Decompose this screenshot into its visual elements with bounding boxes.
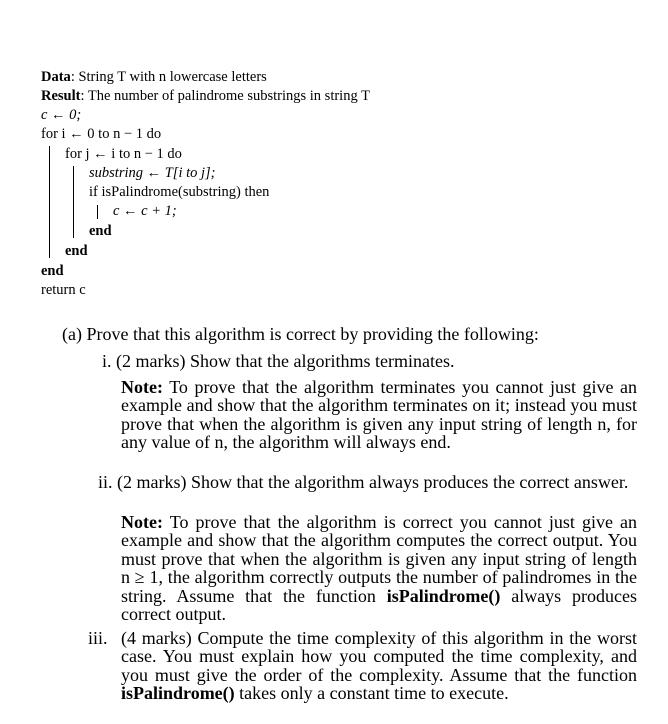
part-i-line xyxy=(102,352,454,370)
part-i-marks: (2 marks) xyxy=(116,351,186,371)
part-iii-body xyxy=(121,629,637,703)
part-ii-note xyxy=(121,513,637,623)
part-ii-note-text-2: always produces correct output. xyxy=(121,585,638,625)
part-i-note-label: Note: xyxy=(121,377,163,397)
part-i-label: i. xyxy=(102,351,112,371)
algo-result-line: Result: The number of palindrome substrings in string T xyxy=(41,88,370,104)
algo-increment-line: c ← c + 1; xyxy=(113,203,177,219)
algo-end-if: end xyxy=(89,223,112,239)
part-i-text: Show that the algorithms terminates. xyxy=(190,351,455,371)
part-iii-label: iii. xyxy=(88,628,108,648)
question-a-text: Prove that this algorithm is correct by providing the following: xyxy=(86,324,539,344)
part-ii-label: ii. xyxy=(98,472,113,492)
part-ii-note-fn: isPalindrome() xyxy=(386,585,501,606)
algo-end-for-j: end xyxy=(65,243,88,259)
algo-init-line: c ← 0; xyxy=(41,107,82,123)
part-iii-text-2: takes only a constant time to execute. xyxy=(239,683,509,704)
part-ii-note-label: Note: xyxy=(121,512,163,532)
part-ii-line xyxy=(98,473,637,491)
part-iii-label-wrap xyxy=(88,629,108,647)
algo-if-line: if isPalindrome(substring) then xyxy=(89,184,270,200)
data-text: String T with n lowercase letters xyxy=(78,69,267,85)
part-i-note xyxy=(121,378,637,452)
question-a-line xyxy=(62,325,539,343)
question-a-label: (a) xyxy=(62,324,82,344)
algo-return-line: return c xyxy=(41,282,86,298)
part-iii-fn: isPalindrome() xyxy=(121,683,235,704)
data-label: Data xyxy=(41,69,71,85)
algo-substring-line: substring ← T[i to j]; xyxy=(89,165,216,181)
part-i-note-text: To prove that the algorithm terminates you cannot just give an example and show that the algorithm terminates on it; instead you must prove that when the algorithm is given any input string of length n, for any value of n, the algorithm will always end. xyxy=(121,377,637,453)
algo-for-i-line: for i ← 0 to n − 1 do xyxy=(41,126,162,142)
part-iii-text-1: Compute the time complexity of this algorithm in the worst case. You must explain how you computed the time complexity, and you must give the order of the complexity. Assume that the function xyxy=(121,628,637,685)
algo-data-line: Data: String T with n lowercase letters xyxy=(41,69,267,85)
part-ii-text: Show that the algorithm always produces the correct answer. xyxy=(191,472,629,492)
algo-for-j-line: for j ← i to n − 1 do xyxy=(65,146,182,162)
part-iii-marks: (4 marks) xyxy=(121,628,192,648)
result-label: Result xyxy=(41,88,81,104)
algo-end-for-i: end xyxy=(41,263,64,279)
part-ii-marks: (2 marks) xyxy=(117,472,187,492)
part-ii-note-text-1: To prove that the algorithm is correct you cannot just give an example and show that the algorithm computes the correct output. You must prove that when the algorithm is given any input string of length n ≥ 1, the algorithm correctly outputs the number of palindromes in the string. Assume that the function xyxy=(121,512,637,606)
result-text: The number of palindrome substrings in string T xyxy=(87,88,370,104)
